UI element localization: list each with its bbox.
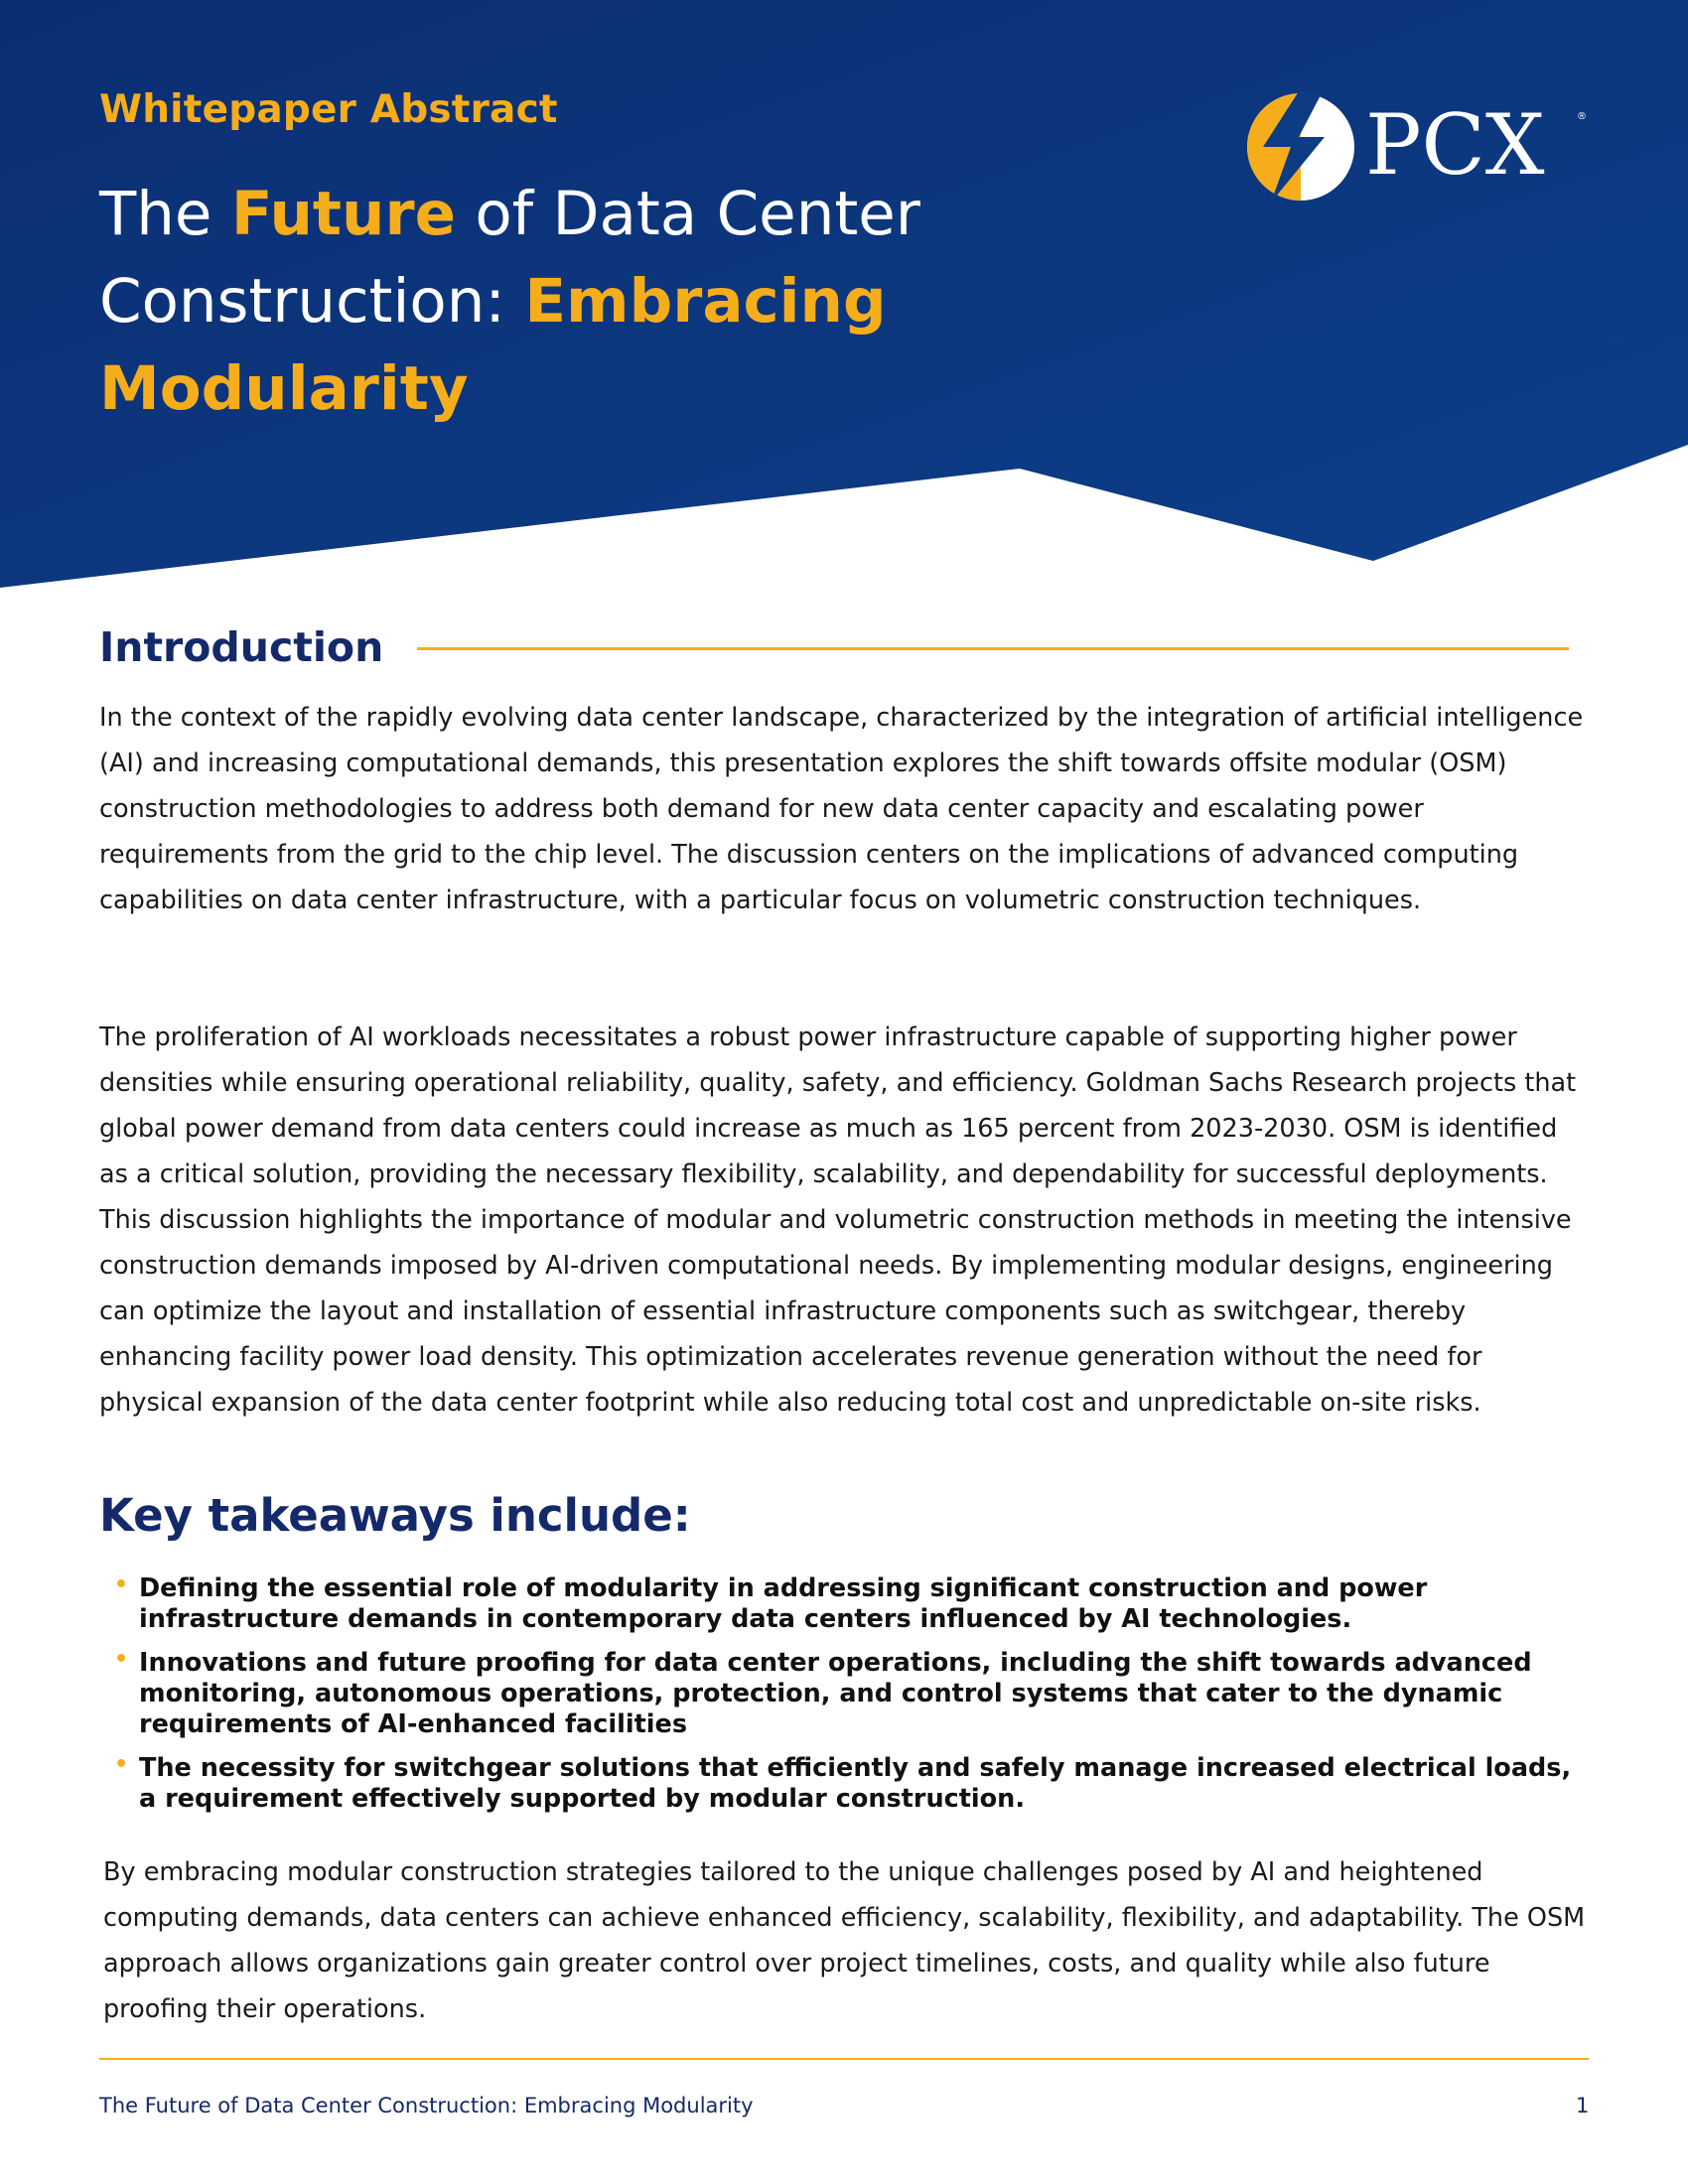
page-title [99, 171, 1112, 433]
lightning-bolt-icon [1241, 87, 1360, 206]
bullet-icon: • [114, 1647, 129, 1672]
takeaways-list [99, 1573, 1589, 1828]
title-part-1: The [99, 179, 231, 249]
intro-paragraph-1: In the context of the rapidly evolving data center landscape, characterized by the integration of artificial intelligence (AI) and increasing computational demands, this presentation explores the shift towards offsite modular (OSM) construction methodologies to address both demand for new data center capacity and escalating power requirements from the grid to the chip level. The discussion centers on the implications of advanced computing capabilities on data center infrastructure, with a particular focus on volumetric construction techniques. [99, 703, 1584, 915]
title-part-2: of Data Center Construction: [99, 179, 920, 337]
title-highlight-2: Embracing Modularity [99, 266, 887, 424]
takeaway-item [99, 1648, 1589, 1740]
title-highlight-1: Future [230, 179, 456, 249]
takeaway-text: Innovations and future proofing for data center operations, including the shift towards advanced monitoring, autonomous operations, protection, and control systems that cater to the dynamic requirements of AI-enhanced facilities [139, 1648, 1532, 1739]
intro-paragraph-2: The proliferation of AI workloads necessitates a robust power infrastructure capable of supporting higher power densities while ensuring operational reliability, quality, safety, and efficiency. Goldman Sachs Research projects that global power demand from data centers could increase as much as 165 percent from 2023-2030. OSM is identified as a critical solution, providing the necessary flexibility, scalability, and dependability for successful deployments. This discussion highlights the importance of modular and volumetric construction methods in meeting the intensive construction demands imposed by AI-driven computational needs. By implementing modular designs, engineering can optimize the layout and installation of essential infrastructure components such as switchgear, thereby enhancing facility power load density. This optimization accelerates revenue generation without the need for physical expansion of the data center footprint while also reducing total cost and unpredictable on-site risks. [99, 1023, 1577, 1418]
conclusion-paragraph: By embracing modular construction strategies tailored to the unique challenges posed by AI and heightened computing demands, data centers can achieve enhanced efficiency, scalability, flexibility, and adaptability. The OSM approach allows organizations gain greater control over project timelines, costs, and quality while also future proofing their operations. [103, 1857, 1586, 2024]
takeaway-item [99, 1573, 1589, 1635]
registered-mark: ® [1577, 111, 1587, 122]
footer-divider [99, 2058, 1589, 2060]
footer-title: The Future of Data Center Construction: Embracing Modularity [99, 2094, 754, 2117]
takeaway-item [99, 1753, 1589, 1815]
takeaway-text: Defining the essential role of modularity in addressing significant construction and power infrastructure demands in contemporary data centers influenced by AI technologies. [139, 1573, 1428, 1634]
page-number: 1 [1576, 2094, 1590, 2117]
bullet-icon: • [114, 1752, 129, 1777]
introduction-heading: Introduction [99, 623, 384, 671]
logo-wordmark: PCX [1365, 96, 1545, 194]
takeaway-text: The necessity for switchgear solutions that efficiently and safely manage increased electrical loads, a requirement effectively supported by modular construction. [139, 1753, 1572, 1814]
bullet-icon: • [114, 1572, 129, 1597]
eyebrow-label: Whitepaper Abstract [99, 87, 558, 132]
key-takeaways-heading: Key takeaways include: [99, 1489, 691, 1542]
heading-divider [417, 647, 1569, 650]
pcx-logo [1241, 87, 1589, 206]
